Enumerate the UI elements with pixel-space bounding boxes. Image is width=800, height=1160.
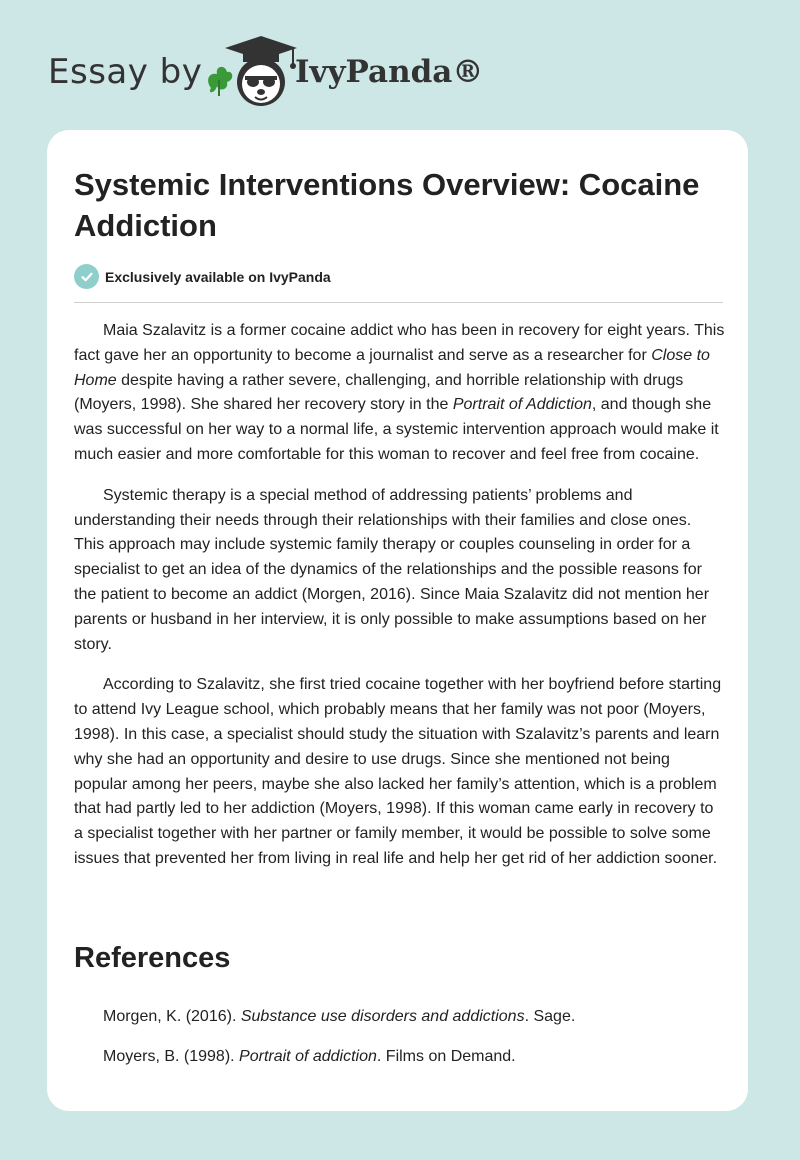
essay-body	[74, 319, 725, 888]
italic-title: Substance use disorders and addictions	[240, 1008, 525, 1025]
brand-header	[48, 30, 548, 110]
exclusive-label: Exclusively available on IvyPanda	[105, 268, 331, 285]
italic-title: Portrait of Addiction	[452, 396, 592, 414]
body-paragraph: According to Szalavitz, she first tried cocaine together with her boyfriend before starting to attend Ivy League school, which probably means that her family was not poor (Moyers, 1998). In this case, a specialist should study the situation with Szalavitz’s parents and learn why she had an opportunity and desire to use drugs. Since she mentioned not being popular among her peers, maybe she also lacked her family’s attention, which is a problem that had partly led to her addiction (Moyers, 1998). If this woman came early in recovery to a specialist together with her partner or family member, it would be possible to solve some issues that prevented her from living in real life and help her get rid of her addiction sooner.	[74, 676, 722, 867]
check-circle-icon	[74, 264, 99, 289]
brand-name: IvyPanda®	[295, 54, 484, 90]
exclusive-badge	[74, 263, 331, 290]
divider	[74, 302, 723, 303]
reference-item: Morgen, K. (2016). Substance use disorders and addictions. Sage.	[103, 1008, 576, 1025]
italic-title: Portrait of addiction	[239, 1048, 377, 1065]
brand-prefix: Essay by	[48, 52, 203, 92]
essay-card	[47, 130, 748, 1111]
reference-item: Moyers, B. (1998). Portrait of addiction. Films on Demand.	[103, 1048, 516, 1065]
body-paragraph: Systemic therapy is a special method of addressing patients’ problems and understanding their needs through their relationships with their families and close ones. This approach may include systemic family therapy or couples counseling in order for a specialist to get an idea of the dynamics of the relationships and the possible reasons for the patient to become an addict (Morgen, 2016). Since Maia Szalavitz did not mention her parents or husband in her interview, it is only possible to make assumptions based on her story.	[74, 486, 710, 653]
panda-logo-icon	[203, 30, 299, 110]
references-heading: References	[74, 942, 231, 974]
essay-title: Systemic Interventions Overview: Cocaine Addiction	[74, 167, 700, 243]
references-list	[103, 1005, 723, 1085]
italic-title: Close to Home	[74, 346, 710, 389]
body-paragraph: Maia Szalavitz is a former cocaine addict who has been in recovery for eight years. This fact gave her an opportunity to become a journalist and serve as a researcher for Close to Home despite having a rather severe, challenging, and horrible relationship with drugs (Moyers, 1998). She shared her recovery story in the Portrait of Addiction, and though she was successful on her way to a normal life, a systemic intervention approach would make it much easier and more comfortable for this woman to recover and feel free from cocaine.	[74, 322, 725, 463]
